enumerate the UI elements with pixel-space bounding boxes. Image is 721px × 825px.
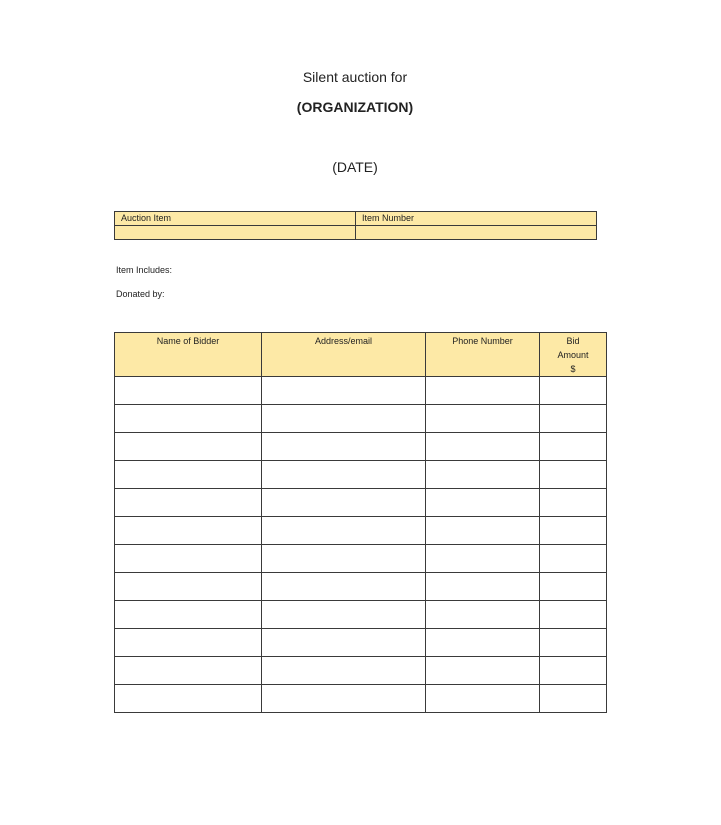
address-email-cell[interactable] [262,517,426,545]
column-header-phone: Phone Number [426,333,540,377]
bidder-name-cell[interactable] [115,489,262,517]
table-row [115,629,607,657]
auction-item-table [114,211,597,240]
table-row [115,573,607,601]
bidder-name-cell[interactable] [115,517,262,545]
phone-number-cell[interactable] [426,461,540,489]
phone-number-cell[interactable] [426,657,540,685]
item-number-label: Item Number [356,212,597,226]
bid-amount-cell[interactable] [540,461,607,489]
column-header-bid-amount [540,333,607,377]
item-number-field[interactable] [356,226,597,240]
bidder-name-cell[interactable] [115,685,262,713]
table-row [115,377,607,405]
item-value-row [115,226,597,240]
phone-number-cell[interactable] [426,545,540,573]
bid-amount-line1: Bid [566,336,580,346]
bid-amount-cell[interactable] [540,685,607,713]
bid-amount-cell[interactable] [540,489,607,517]
auction-item-field[interactable] [115,226,356,240]
bidder-name-cell[interactable] [115,601,262,629]
column-header-address: Address/email [262,333,426,377]
date-title: (DATE) [332,159,378,175]
address-email-cell[interactable] [262,657,426,685]
bid-amount-cell[interactable] [540,405,607,433]
table-row [115,657,607,685]
column-header-name: Name of Bidder [115,333,262,377]
phone-number-cell[interactable] [426,489,540,517]
bidder-name-cell[interactable] [115,573,262,601]
item-includes-label: Item Includes: [116,265,173,275]
bidder-name-cell[interactable] [115,545,262,573]
address-email-cell[interactable] [262,433,426,461]
bid-amount-cell[interactable] [540,573,607,601]
bid-table [114,332,607,713]
bid-amount-cell[interactable] [540,377,607,405]
table-row [115,685,607,713]
auction-item-label: Auction Item [115,212,356,226]
bidder-name-cell[interactable] [115,405,262,433]
table-row [115,489,607,517]
donated-by-label: Donated by: [116,289,165,299]
address-email-cell[interactable] [262,685,426,713]
address-email-cell[interactable] [262,405,426,433]
title-line: Silent auction for [302,69,408,85]
bid-header-row [115,333,607,377]
table-row [115,433,607,461]
bid-amount-cell[interactable] [540,545,607,573]
bidder-name-cell[interactable] [115,433,262,461]
bid-amount-cell[interactable] [540,657,607,685]
phone-number-cell[interactable] [426,377,540,405]
bid-amount-line2: Amount [557,350,589,360]
table-row [115,405,607,433]
address-email-cell[interactable] [262,489,426,517]
address-email-cell[interactable] [262,601,426,629]
address-email-cell[interactable] [262,629,426,657]
bid-amount-cell[interactable] [540,601,607,629]
address-email-cell[interactable] [262,573,426,601]
table-row [115,601,607,629]
phone-number-cell[interactable] [426,573,540,601]
bidder-name-cell[interactable] [115,377,262,405]
table-row [115,545,607,573]
table-row [115,461,607,489]
bid-amount-line3: $ [570,364,576,374]
phone-number-cell[interactable] [426,433,540,461]
address-email-cell[interactable] [262,377,426,405]
bidder-name-cell[interactable] [115,461,262,489]
table-row [115,517,607,545]
bid-amount-cell[interactable] [540,629,607,657]
address-email-cell[interactable] [262,545,426,573]
bidder-name-cell[interactable] [115,657,262,685]
phone-number-cell[interactable] [426,629,540,657]
bid-rows [115,377,607,713]
bidder-name-cell[interactable] [115,629,262,657]
phone-number-cell[interactable] [426,685,540,713]
organization-title: (ORGANIZATION) [296,99,414,115]
bid-amount-cell[interactable] [540,517,607,545]
phone-number-cell[interactable] [426,601,540,629]
address-email-cell[interactable] [262,461,426,489]
phone-number-cell[interactable] [426,405,540,433]
phone-number-cell[interactable] [426,517,540,545]
bid-amount-cell[interactable] [540,433,607,461]
item-header-row [115,212,597,226]
